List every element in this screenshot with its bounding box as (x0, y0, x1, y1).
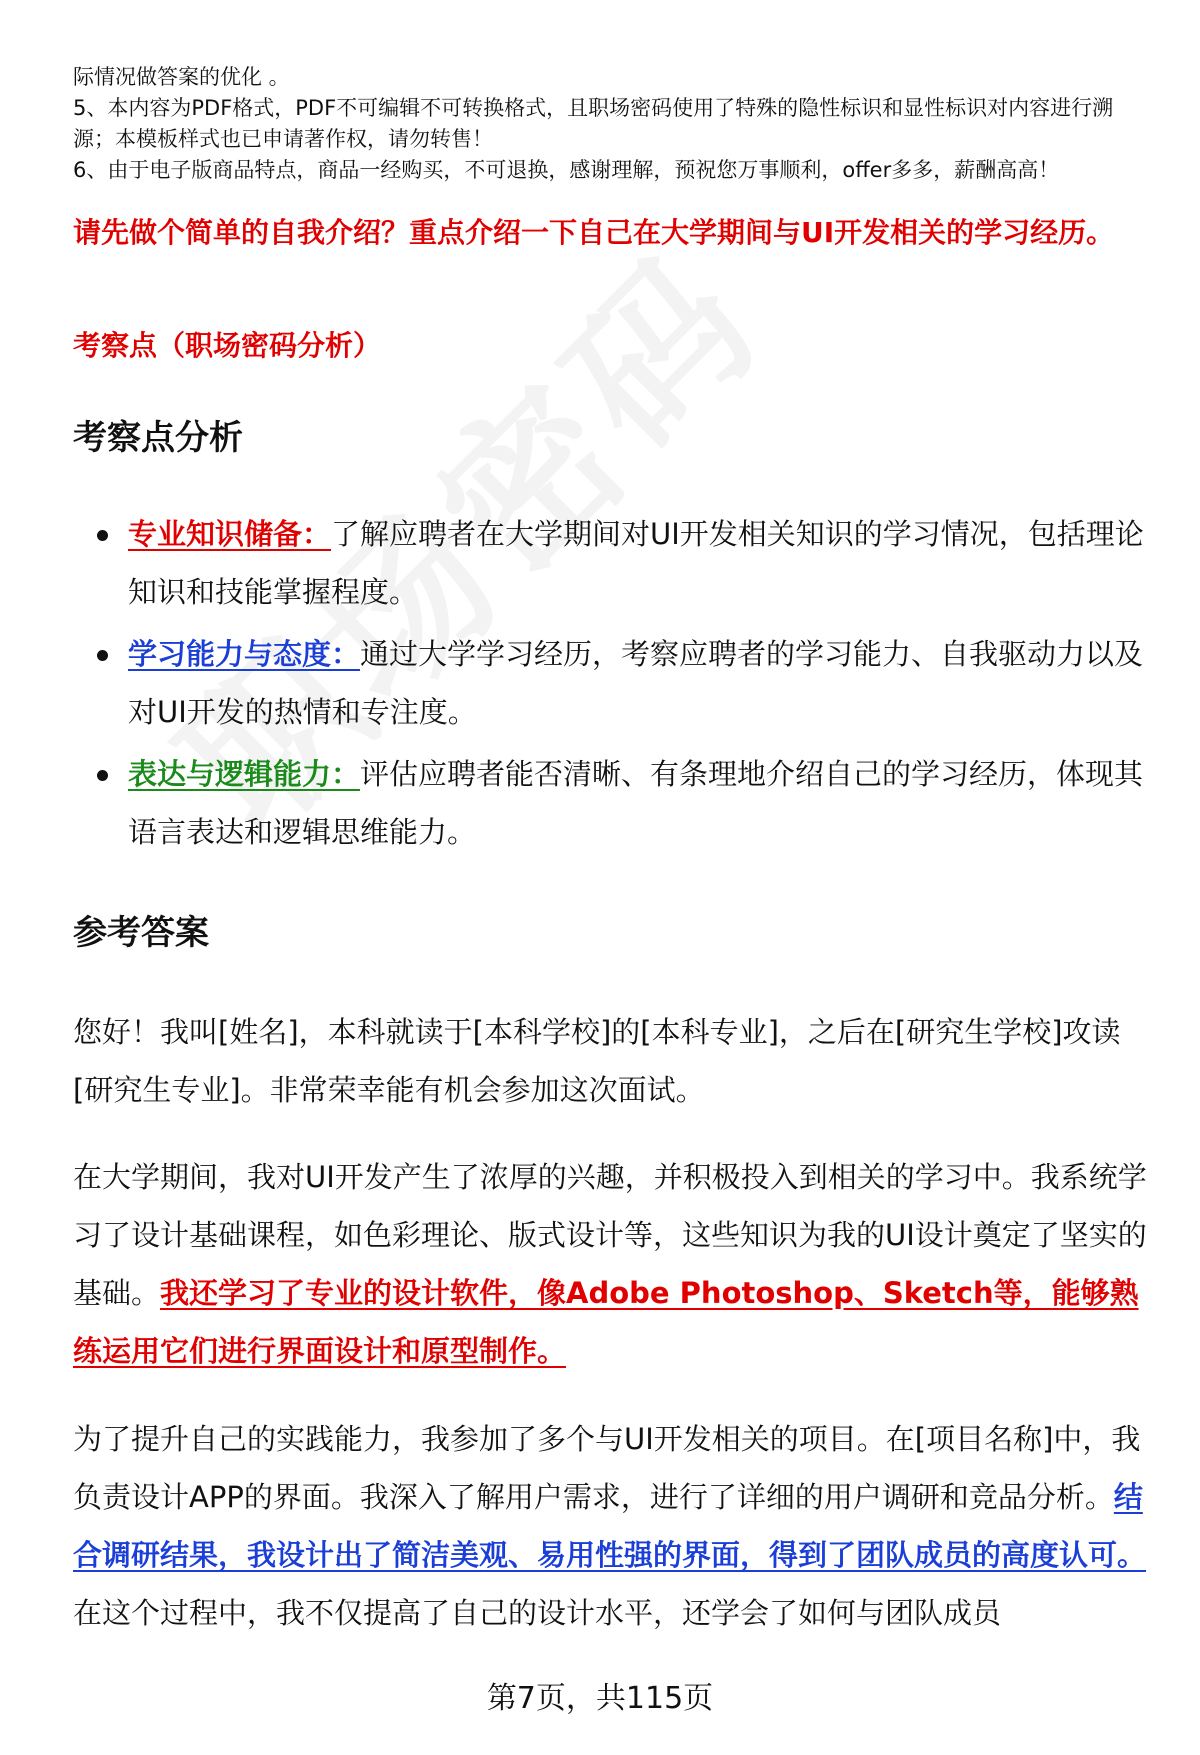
answer-paragraph (73, 1148, 1153, 1380)
point-text: 通过大学学习经历，考察应聘者的学习能力、自我驱动力以及对UI开发的热情和专注度。 (128, 637, 1144, 729)
analysis-point (73, 625, 1153, 741)
note-line: 6、由于电子版商品特点，商品一经购买，不可退换，感谢理解，预祝您万事顺利，offer多多，薪酬高高！ (73, 158, 1060, 182)
answer-heading: 参考答案 (73, 913, 209, 953)
paragraph-text: 在大学期间，我对UI开发产生了浓厚的兴趣，并积极投入到相关的学习中。我系统学习了设计基础课程，如色彩理论、版式设计等，这些知识为我的UI设计奠定了坚实的基础。 (73, 1160, 1147, 1310)
paragraph-text: 为了提升自己的实践能力，我参加了多个与UI开发相关的项目。在[项目名称]中，我负责设计APP的界面。我深入了解用户需求，进行了详细的用户调研和竞品分析。 (73, 1422, 1141, 1514)
point-term: 专业知识储备： (128, 517, 332, 551)
highlighted-text: 结合调研结果，我设计出了简洁美观、易用性强的界面，得到了团队成员的高度认可。 (73, 1480, 1147, 1572)
point-text: 了解应聘者在大学期间对UI开发相关知识的学习情况，包括理论知识和技能掌握程度。 (128, 517, 1144, 609)
bullet-icon (97, 530, 108, 541)
focus-label: 考察点（职场密码分析） (73, 329, 382, 362)
analysis-point (73, 745, 1153, 861)
answer-paragraph (73, 1410, 1153, 1642)
point-term: 学习能力与态度： (128, 637, 361, 671)
paragraph-text: 在这个过程中，我不仅提高了自己的设计水平，还学会了如何与团队成员 (73, 1596, 1002, 1630)
page-number: 第7页，共115页 (486, 1681, 714, 1716)
notes-block (73, 62, 1153, 186)
analysis-heading: 考察点分析 (73, 418, 243, 458)
point-text: 评估应聘者能否清晰、有条理地介绍自己的学习经历，体现其语言表达和逻辑思维能力。 (128, 757, 1144, 849)
analysis-point (73, 505, 1153, 621)
note-line: 际情况做答案的优化 。 (73, 65, 290, 89)
bullet-icon (97, 770, 108, 781)
note-line: 5、本内容为PDF格式，PDF不可编辑不可转换格式，且职场密码使用了特殊的隐性标识和显性标识对内容进行溯源；本模板样式也已申请著作权，请勿转售！ (73, 96, 1114, 151)
point-term: 表达与逻辑能力： (128, 757, 361, 791)
analysis-points (73, 505, 1153, 865)
answer-paragraph: 您好！我叫[姓名]，本科就读于[本科学校]的[本科专业]，之后在[研究生学校]攻读[研究生专业]。非常荣幸能有机会参加这次面试。 (73, 1015, 1121, 1107)
highlighted-text: 我还学习了专业的设计软件，像Adobe Photoshop、Sketch等，能够熟练运用它们进行界面设计和原型制作。 (73, 1276, 1139, 1368)
bullet-icon (97, 650, 108, 661)
interview-question: 请先做个简单的自我介绍？重点介绍一下自己在大学期间与UI开发相关的学习经历。 (73, 216, 1115, 249)
